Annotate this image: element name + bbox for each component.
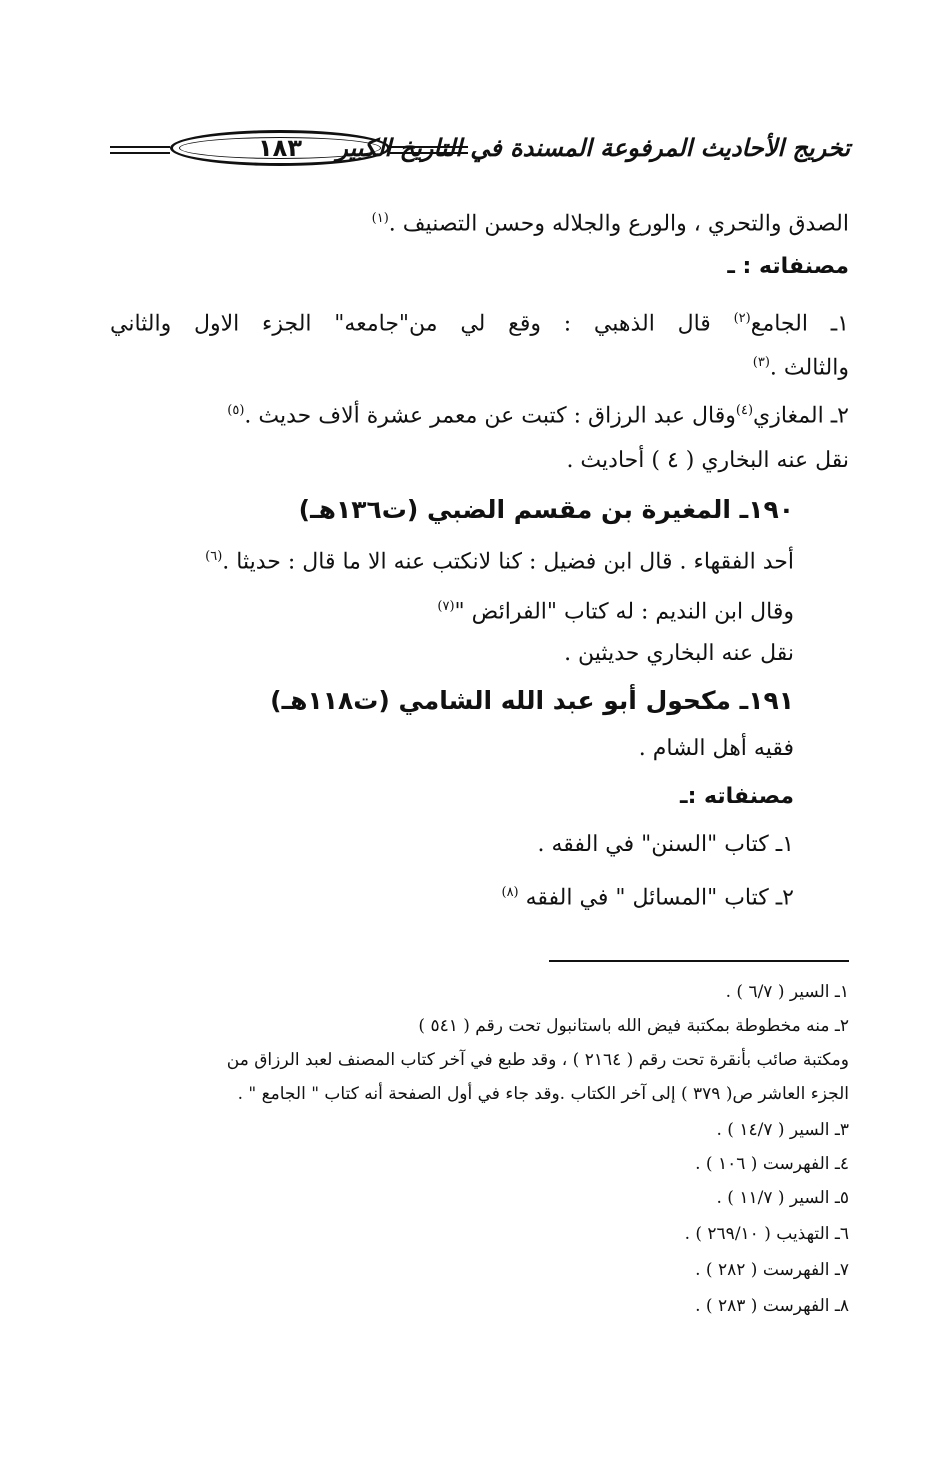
- running-header: [110, 128, 850, 178]
- text-span: أحد الفقهاء . قال ابن فضيل : كنا لانكتب عنه الا ما قال : حديثا .: [222, 549, 794, 575]
- footnote-ref: (٥): [227, 403, 245, 418]
- footnote: ومكتبة صائب بأنقرة تحت رقم ( ٢١٦٤ ) ، وقد طبع في آخر كتاب المصنف لعبد الرزاق من: [226, 1050, 849, 1070]
- footnote-separator: [549, 960, 849, 962]
- list-item: [100, 394, 849, 433]
- header-title: تخريج الأحاديث المرفوعة المسندة في التاريخ الكبير: [336, 134, 850, 162]
- footnote-ref: (٨): [501, 885, 519, 900]
- footnote: ٦ـ التهذيب ( ٢٦٩/١٠ ) .: [684, 1224, 849, 1244]
- text-line: [100, 202, 849, 241]
- footnote: ٨ـ الفهرست ( ٢٨٣ ) .: [695, 1296, 849, 1316]
- header-rule: [110, 146, 170, 148]
- footnote-ref: (٧): [437, 599, 455, 614]
- list-item: [110, 302, 849, 341]
- text-line: [100, 540, 794, 579]
- text-span: قال الذهبي : وقع لي من"جامعه" الجزء الاول والثاني: [110, 311, 711, 337]
- footnote: ٧ـ الفهرست ( ٢٨٢ ) .: [695, 1260, 849, 1280]
- footnote-ref: (١): [371, 211, 389, 226]
- header-rule: [110, 152, 170, 154]
- text-span: والثالث .: [769, 355, 849, 381]
- text-span: ٢ـ كتاب "المسائل " في الفقه: [525, 885, 794, 911]
- list-item: [100, 876, 794, 915]
- list-item: ١ـ كتاب "السنن" في الفقه .: [537, 832, 794, 857]
- text-span: ١ـ الجامع: [750, 311, 849, 337]
- footnote: الجزء العاشر ص( ٣٧٩ ) إلى آخر الكتاب .وقد جاء في أول الصفحة أنه كتاب " الجامع " .: [237, 1084, 849, 1104]
- footnote: ٣ـ السير ( ١٤/٧ ) .: [716, 1120, 849, 1140]
- text-span: وقال ابن النديم : له كتاب "الفرائض ": [454, 599, 794, 625]
- text-span: ٢ـ المغازي: [753, 403, 849, 429]
- footnote-ref: (٦): [205, 549, 223, 564]
- footnote: ٥ـ السير ( ١١/٧ ) .: [716, 1188, 849, 1208]
- entry-heading-190: ١٩٠ـ المغيرة بن مقسم الضبي (ت١٣٦هـ): [298, 495, 794, 524]
- text-line: [100, 590, 794, 629]
- text-line: [100, 346, 849, 385]
- text-line: نقل عنه البخاري حديثين .: [564, 641, 794, 666]
- footnote: ٢ـ منه مخطوطة بمكتبة فيض الله باستانبول تحت رقم ( ٥٤١ ): [418, 1016, 849, 1036]
- footnote: ٤ـ الفهرست ( ١٠٦ ) .: [695, 1154, 849, 1174]
- works-heading: مصنفاته : ـ: [727, 254, 849, 279]
- works-heading: مصنفاته :ـ: [680, 784, 794, 809]
- text-line: نقل عنه البخاري ( ٤ ) أحاديث .: [566, 448, 849, 473]
- page-number: ١٨٣: [258, 134, 302, 162]
- text-span: وقال عبد الرزاق : كتبت عن معمر عشرة ألاف حديث .: [244, 403, 736, 429]
- footnote-ref: (٤): [735, 403, 754, 418]
- text-line: فقيه أهل الشام .: [638, 736, 794, 761]
- footnote-ref: (٢): [733, 311, 751, 326]
- footnote: ١ـ السير ( ٦/٧ ) .: [725, 982, 849, 1002]
- footnote-ref: (٣): [752, 355, 770, 370]
- text-span: الصدق والتحري ، والورع والجلاله وحسن التصنيف .: [388, 211, 849, 237]
- entry-heading-191: ١٩١ـ مكحول أبو عبد الله الشامي (ت١١٨هـ): [270, 686, 794, 715]
